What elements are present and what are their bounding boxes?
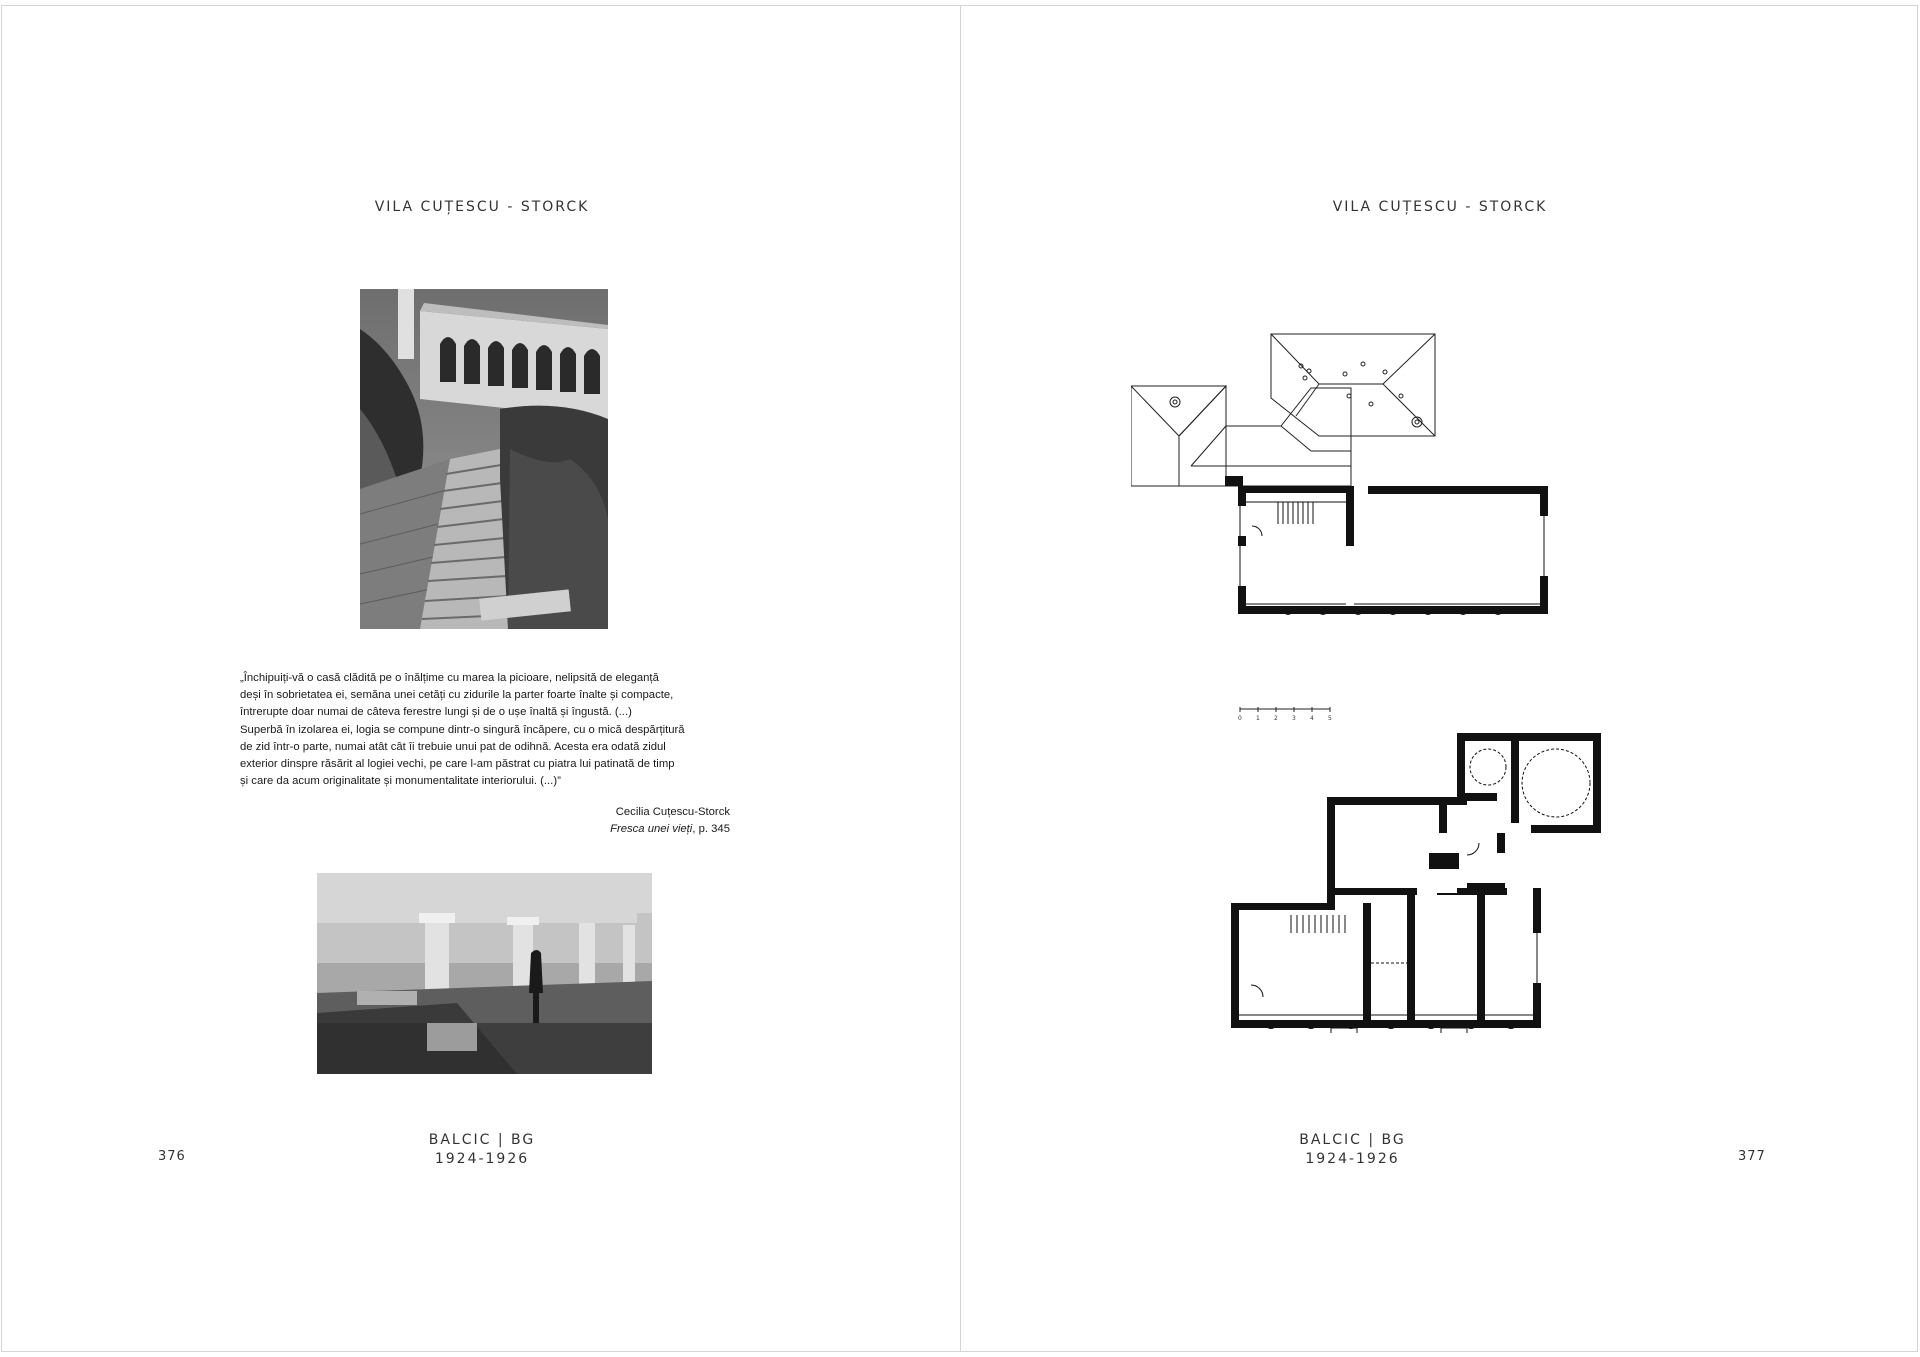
page-header: VILA CUȚESCU - STORCK <box>374 199 590 215</box>
roof-plan-drawing <box>1131 326 1631 496</box>
upper-floor-plan <box>1238 486 1548 621</box>
quote-line: întrerupte doar numai de câteva ferestre lungi și de o ușe înaltă și îngustă. (...) <box>240 706 632 719</box>
quote-line: și care da acum originalitate și monumentalitate interiorului. (...)” <box>240 775 561 788</box>
attribution-author: Cecilia Cuțescu-Storck <box>615 806 730 818</box>
footer-years: 1924-1926 <box>1305 1151 1400 1167</box>
page-number: 377 <box>1738 1149 1766 1164</box>
footer-block <box>961 1131 1744 1169</box>
scale-label: 2 <box>1274 715 1278 722</box>
scale-label: 3 <box>1292 715 1296 722</box>
quote-line: deși în sobrietatea ei, semăna unei cetăți cu zidurile la parter foarte înalte și compacte, <box>240 689 674 702</box>
attribution-page: , p. 345 <box>692 823 730 835</box>
right-page <box>960 5 1918 1352</box>
page-number: 376 <box>158 1149 186 1164</box>
quote-line: exterior dinspre răsărit al logiei vechi, pe care l-am păstrat cu piatra lui patinată de timp <box>240 758 675 771</box>
footer-place: BALCIC | BG <box>428 1132 536 1148</box>
scale-bar <box>1238 706 1348 724</box>
quote-line: „Închipuiți-vă o casă clădită pe o înălțime cu marea la picioare, nelipsită de eleganță <box>240 672 659 684</box>
footer-block <box>2 1131 961 1169</box>
attribution-source <box>482 821 730 838</box>
left-page <box>1 5 961 1352</box>
ground-floor-plan <box>1231 733 1651 1033</box>
quote-line: Superbă în izolarea ei, logia se compune dintr-o singură încăpere, cu o mică despărțitură <box>240 723 685 736</box>
footer-place: BALCIC | BG <box>1299 1132 1406 1148</box>
villa-staircase-photo <box>360 289 608 629</box>
quote-line: de zid într-o parte, numai atât cât îi trebuie unui pat de odihnă. Acesta era odată zidul <box>240 740 666 753</box>
page-header: VILA CUȚESCU - STORCK <box>1332 199 1548 215</box>
footer-years: 1924-1926 <box>434 1151 530 1167</box>
scale-label: 5 <box>1328 715 1332 722</box>
scale-label: 4 <box>1310 715 1314 722</box>
attribution-title: Fresca unei vieți <box>610 823 693 835</box>
loggia-arcade-photo <box>317 873 652 1074</box>
quote-block <box>240 670 729 790</box>
quote-attribution <box>482 804 730 838</box>
scale-label: 1 <box>1256 715 1260 722</box>
scale-label: 0 <box>1238 715 1242 722</box>
